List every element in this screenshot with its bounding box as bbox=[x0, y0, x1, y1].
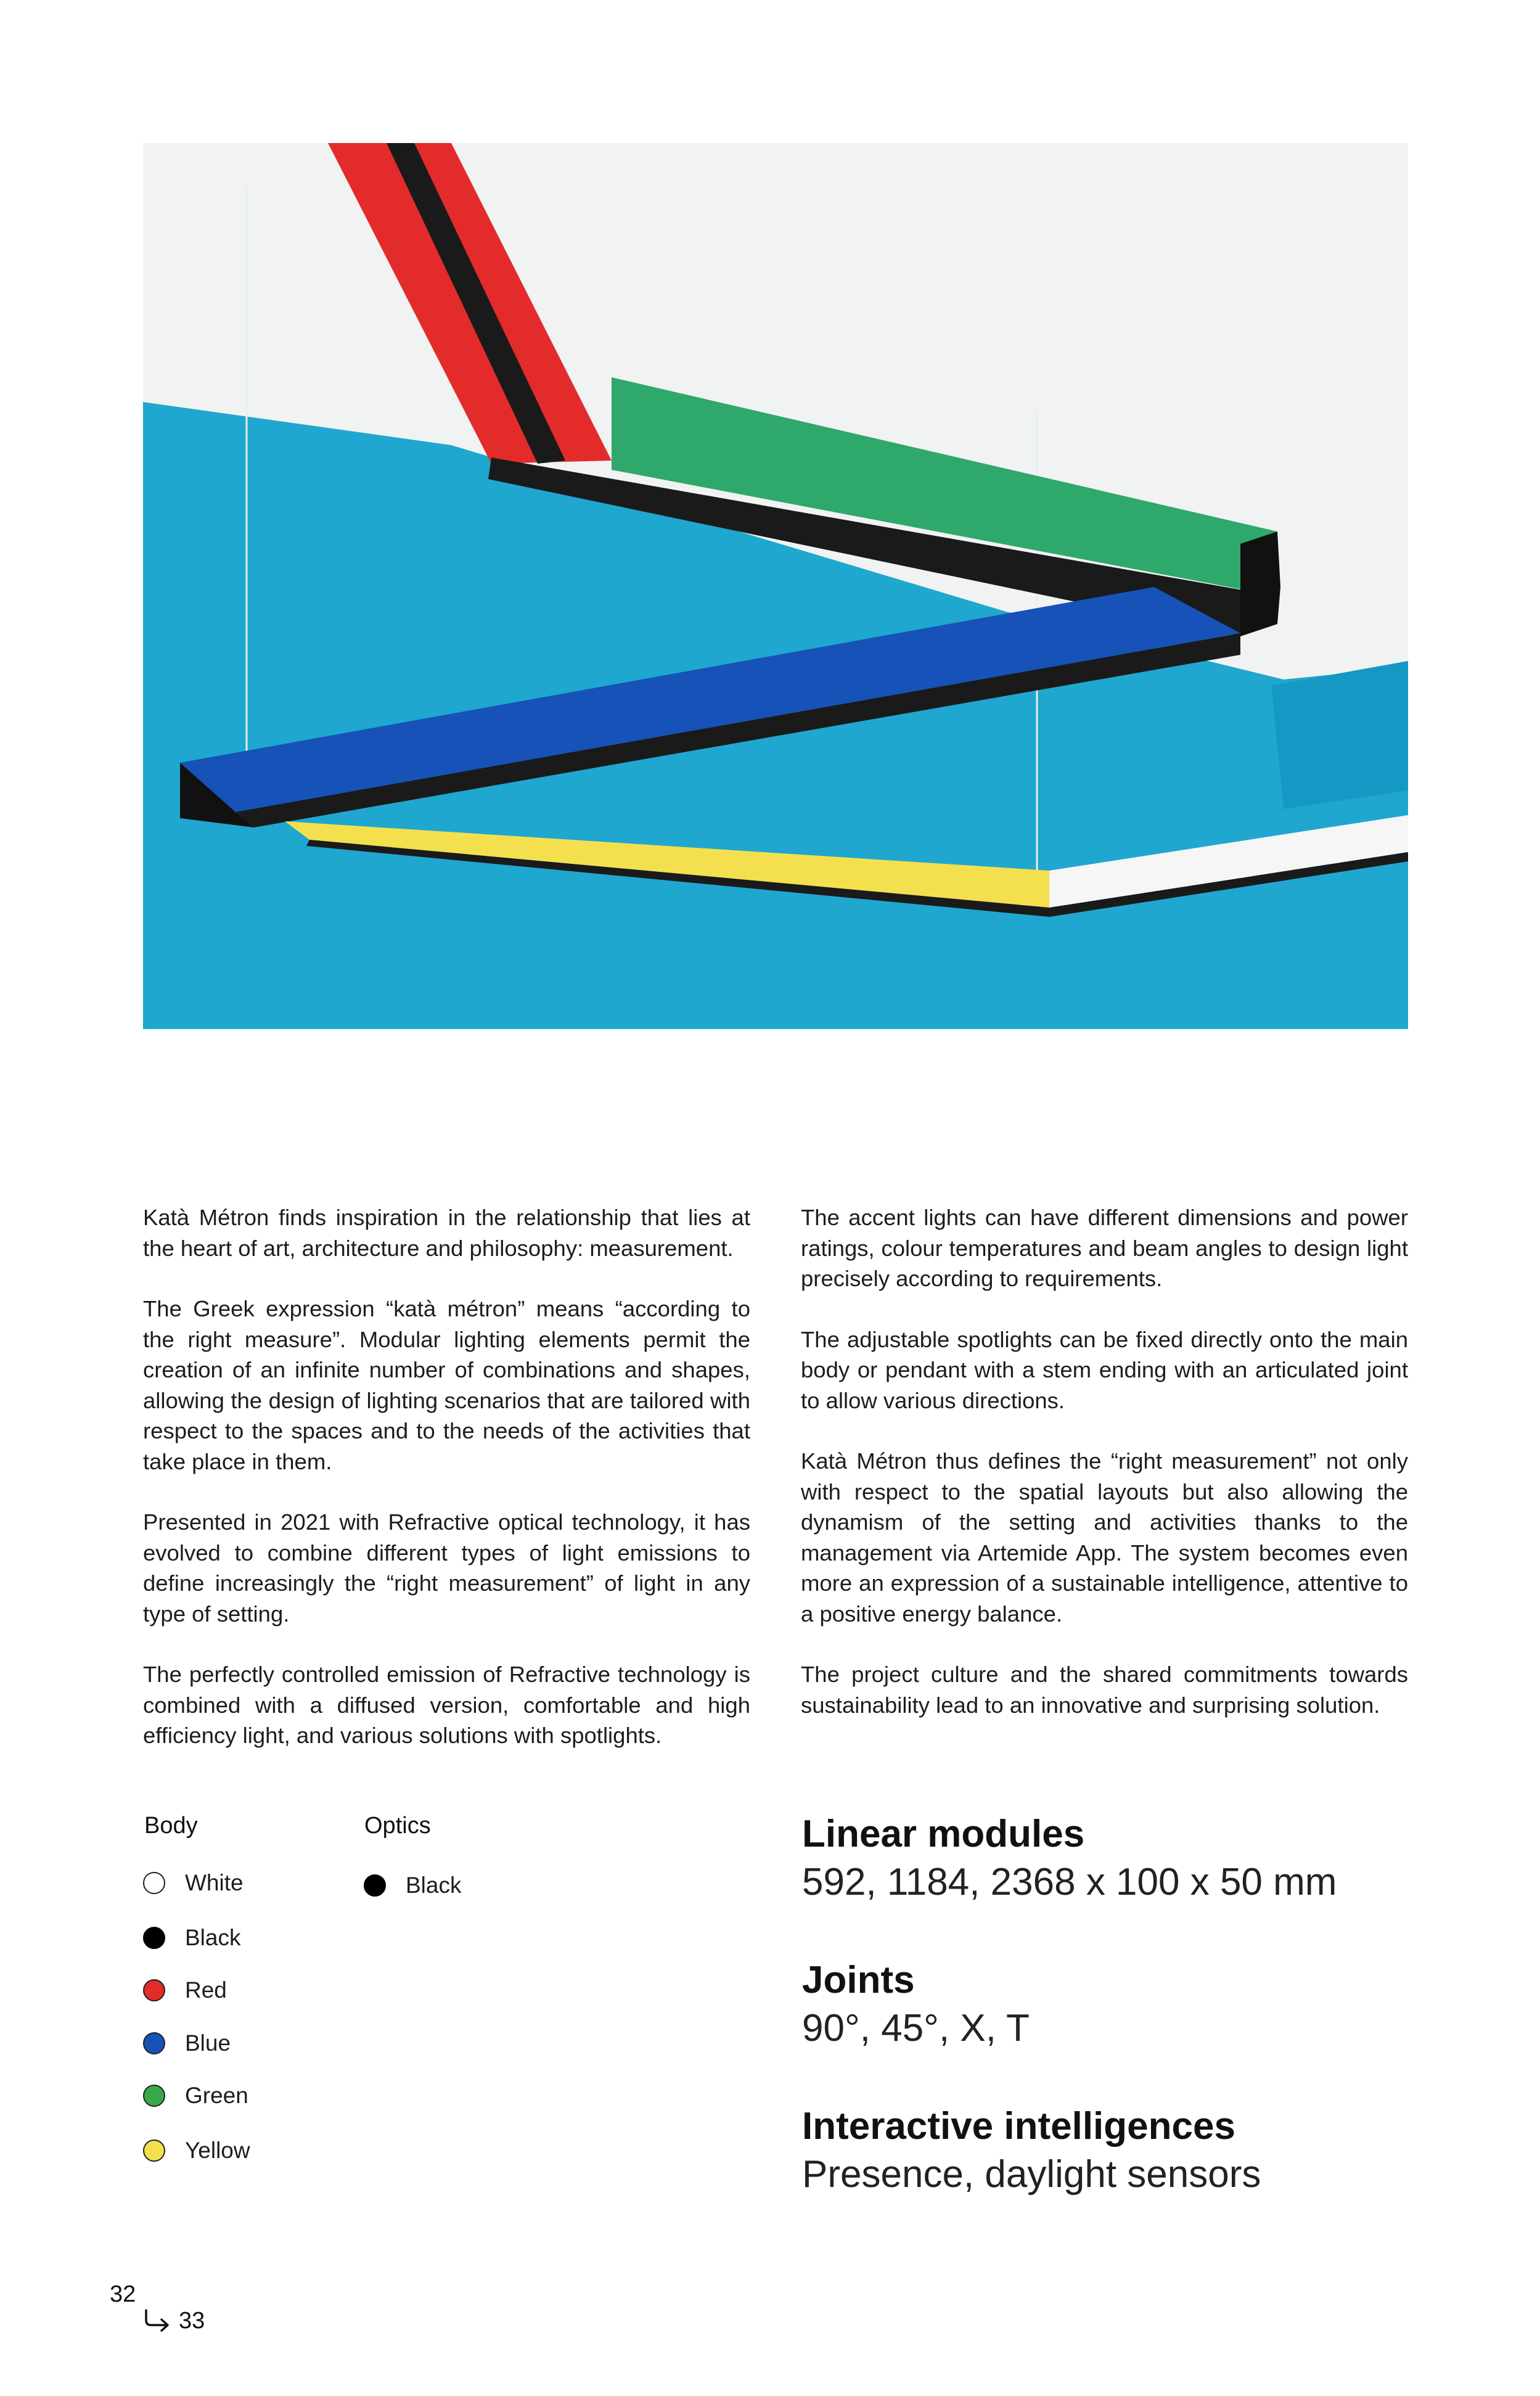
black-swatch-icon bbox=[364, 1874, 386, 1897]
paragraph: Katà Métron finds inspiration in the relationship that lies at the heart of art, architecture and philosophy: measurement. bbox=[143, 1205, 750, 1261]
spec-value: Presence, daylight sensors bbox=[802, 2153, 1261, 2196]
black-swatch-icon bbox=[143, 1927, 165, 1949]
next-page-link[interactable]: 33 bbox=[179, 2308, 205, 2334]
body-text-left bbox=[143, 1202, 750, 1781]
spec-joints bbox=[802, 1956, 1030, 2053]
paragraph: The perfectly controlled emission of Refractive technology is combined with a diffused version, comfortable and high efficiency light, and various solutions with spotlights. bbox=[143, 1662, 750, 1748]
paragraph: The accent lights can have different dimensions and power ratings, colour temperatures and beam angles to design light precisely according to requirements. bbox=[801, 1205, 1408, 1291]
body-text-right bbox=[801, 1202, 1408, 1750]
swatch-white bbox=[143, 1868, 244, 1898]
paragraph: The adjustable spotlights can be fixed directly onto the main body or pendant with a stem ending with an articulated joint to allow various directions. bbox=[801, 1326, 1408, 1413]
swatch-label: Red bbox=[185, 1977, 227, 2003]
swatch-red bbox=[143, 1975, 227, 2005]
swatch-label: Black bbox=[185, 1925, 241, 1950]
swatch-label: White bbox=[185, 1870, 244, 1895]
green-swatch-icon bbox=[143, 2085, 165, 2107]
red-swatch-icon bbox=[143, 1979, 165, 2001]
swatch-label: Black bbox=[406, 1873, 462, 1898]
wall-corner bbox=[1271, 661, 1408, 809]
page-number: 32 bbox=[110, 2281, 136, 2307]
swatch-blue bbox=[143, 2029, 231, 2058]
product-photo bbox=[143, 143, 1408, 1029]
swatch-yellow bbox=[143, 2136, 250, 2165]
paragraph: Presented in 2021 with Refractive optical technology, it has evolved to combine different types of light emissions to define increasingly the “right measurement” of light in any type of setting. bbox=[143, 1509, 750, 1627]
optics-finish-heading: Optics bbox=[364, 1813, 431, 1839]
lamp-photo-icon bbox=[143, 143, 1408, 1029]
paragraph: The project culture and the shared commitments towards sustainability lead to an innovative and surprising solution. bbox=[801, 1662, 1408, 1718]
swatch-black bbox=[143, 1923, 240, 1953]
return-arrow-icon bbox=[142, 2308, 172, 2332]
spec-title: Linear modules bbox=[802, 1813, 1085, 1855]
spec-interactive-intelligences bbox=[802, 2103, 1261, 2199]
yellow-swatch-icon bbox=[143, 2140, 165, 2162]
body-finish-heading: Body bbox=[144, 1813, 198, 1839]
spec-title: Joints bbox=[802, 1959, 915, 2001]
blue-swatch-icon bbox=[143, 2032, 165, 2054]
spec-value: 592, 1184, 2368 x 100 x 50 mm bbox=[802, 1861, 1337, 1903]
swatch-green bbox=[143, 2081, 248, 2111]
paragraph: Katà Métron thus defines the “right measurement” not only with respect to the spatial layouts but also allowing the dynamism of the setting and activities thanks to the management via Artemide App. The system becomes even more an expression of a sustainable intelligence, attentive to a positive energy balance. bbox=[801, 1448, 1408, 1627]
spec-linear-modules bbox=[802, 1810, 1337, 1906]
swatch-label: Yellow bbox=[185, 2138, 250, 2163]
spec-value: 90°, 45°, X, T bbox=[802, 2007, 1030, 2049]
spec-title: Interactive intelligences bbox=[802, 2105, 1235, 2148]
swatch-label: Green bbox=[185, 2083, 248, 2108]
swatch-optics-black bbox=[364, 1871, 461, 1900]
white-swatch-icon bbox=[143, 1872, 165, 1894]
paragraph: The Greek expression “katà métron” means “according to the right measure”. Modular lighting elements permit the creation of an infinite number of combinations and shapes, allowing the design of lighting scenarios that are tailored with respect to the spaces and to the needs of the activities that take place in them. bbox=[143, 1296, 750, 1474]
swatch-label: Blue bbox=[185, 2030, 231, 2056]
